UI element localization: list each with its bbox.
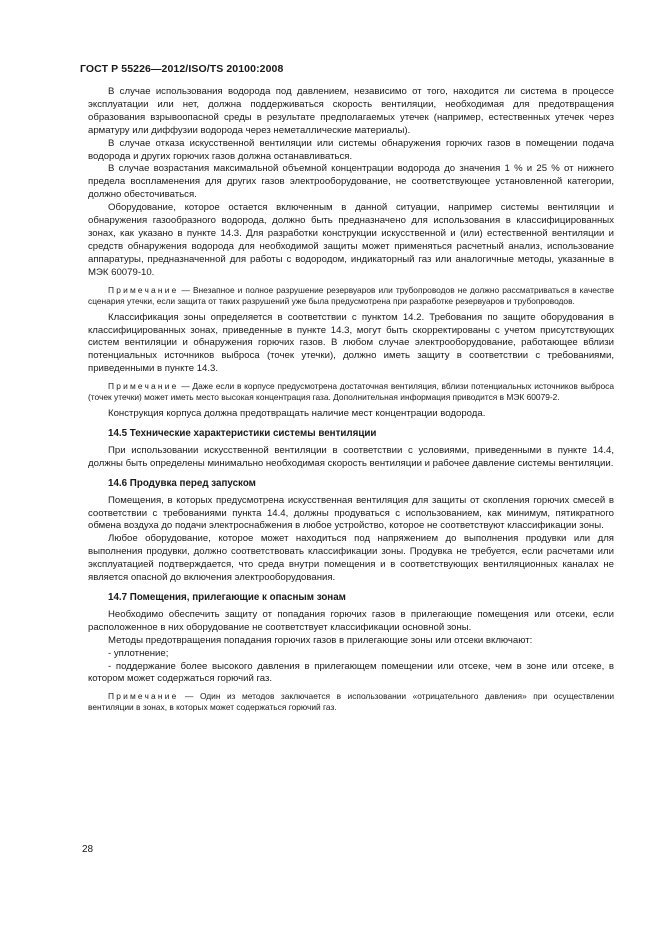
section-heading: 14.5 Технические характеристики системы вентиляции [108,428,377,440]
note [88,285,614,307]
paragraph: В случае использования водорода под давлением, независимо от того, находится ли система в процессе эксплуатации или нет, должна поддерживаться скорость вентиляции, необходимая для предотвращения образования взрывоопасной среды в результате предполагаемых утечек (например, естественных утечек через арматуру или диффузии водорода через неметаллические материалы). [88,86,614,136]
paragraph: Конструкция корпуса должна предотвращать наличие мест концентрации водорода. [108,408,486,420]
list-item: - уплотнение; [108,647,169,659]
section-heading: 14.7 Помещения, прилегающие к опасным зонам [108,592,346,603]
note-text: Внезапное и полное разрушение резервуаров или трубопроводов не должно рассматриваться в качестве сценария утечки, если защита от таких разрушений уже была предусмотрена при разработке резервуаров и трубопроводов. [88,284,614,306]
paragraph: При использовании искусственной вентиляции в соответствии с условиями, приведенными в пункте 14.4, должны быть определены минимально необходимая скорость вентиляции и рабочее давление системы вентиляции. [88,444,614,469]
paragraph: В случае отказа искусственной вентиляции или системы обнаружения горючих газов в помещении подача водорода и других горючих газов должна останавливаться. [88,137,614,162]
document-header: ГОСТ Р 55226—2012/ISO/TS 20100:2008 [80,63,284,75]
note-label: Примечание [108,284,179,295]
paragraph: Методы предотвращения попадания горючих газов в прилегающие зоны или отсеки включают: [108,634,533,646]
page-number: 28 [82,844,94,855]
note [88,381,614,403]
note [88,691,614,713]
document-body [88,86,614,715]
note-dash: — [178,691,200,702]
section-heading: 14.6 Продувка перед запуском [108,477,256,489]
note-dash: — [178,381,193,392]
note-text: Один из методов заключается в использовании «отрицательного давления» при осуществлении вентиляции в зонах, в которых может содержаться горючий газ. [88,691,614,713]
paragraph: Классификация зоны определяется в соответствии с пунктом 14.2. Требования по защите оборудования в классифицированных зонах, приведенные в пункте 14.3, могут быть скорректированы с учетом присутствующих систем вентиляции и обнаружения горючих газов. В любом случае электрооборудование, работающее вблизи потенциальных источников выброса (точек утечки), должно иметь защиту в соответствии с требованиями, приведенными в пункте 14.3. [88,311,614,375]
paragraph: В случае возрастания максимальной объемной концентрации водорода до значения 1 % и 25 % от нижнего предела воспламенения для других газов электрооборудование, не соответствующее установленной категории, должно обесточиваться. [88,163,614,201]
paragraph: Любое оборудование, которое может находиться под напряжением до выполнения продувки или для выполнения продувки, должно соответствовать классификации зоны. Продувка не требуется, если расчетами или эксплуатацией подтверждается, что среда внутри помещения и в соответствующих вентиляционных каналах не является опасной до включения электрооборудования. [88,533,614,584]
list-item: - поддержание более высокого давления в прилегающем помещении или отсеке, чем в зоне или отсеке, в котором может содержаться горючий газ. [88,660,614,685]
note-label: Примечание [108,381,179,392]
note-dash: — [178,284,193,295]
note-text: Даже если в корпусе предусмотрена достаточная вентиляция, вблизи потенциальных источников выброса (точек утечки) может иметь место высокая концентрация газа. Дополнительная информация приводится в МЭК 60079-2. [88,381,614,403]
paragraph: Необходимо обеспечить защиту от попадания горючих газов в прилегающие помещения или отсеки, если расположенное в них оборудование не соответствует классификации основной зоны. [88,608,614,633]
paragraph: Оборудование, которое остается включенным в данной ситуации, например системы вентиляции и обнаружения газообразного водорода, должно быть предназначено для использования в классифицированных зонах, как указано в пункте 14.3. Для разработки конструкции искусственной и (или) естественной вентиляции и средств обнаружения водорода для необходимой защиты может применяться расчетный анализ, использование аппаратуры, предназначенной для работы с водородом, индикаторный газ или аналогичные методы, указанные в МЭК 60079-10. [88,202,614,278]
paragraph: Помещения, в которых предусмотрена искусственная вентиляция для защиты от скопления горючих смесей в соответствии с требованиями пункта 14.4, должны продуваться с использованием, как минимум, пятикратного обмена воздуха до подачи электроснабжения в любое устройство, которое не соответствуют классификации зоны. [88,494,614,532]
note-label: Примечание [108,691,179,702]
